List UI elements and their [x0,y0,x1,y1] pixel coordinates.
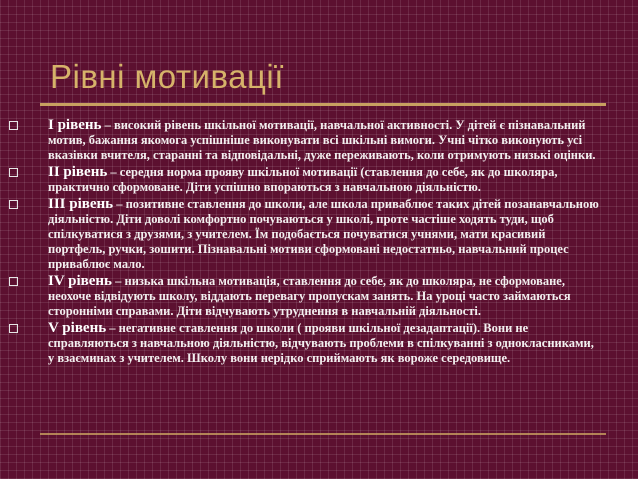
square-bullet-icon [9,200,18,209]
slide-content [0,118,638,368]
level-label: ІІ рівень [48,164,108,180]
slide-title: Рівні мотивації [50,58,284,95]
level-description: – низька шкільна мотивація, ставлення до себе, як до школяра, не сформоване, неохоче відвідують школу, віддають перевагу пропускам занять. На уроці часто займаються сторонніми справами. Діти відчувають утруднення в навчальній діяльності. [48,274,571,318]
list-item-level-2 [0,165,638,195]
square-bullet-icon [9,121,18,130]
title-underline [40,103,606,106]
square-bullet-icon [9,324,18,333]
level-label: V рівень [48,320,107,336]
list-item-level-5 [0,321,638,366]
level-description: – позитивне ставлення до школи, але школа приваблює таких дітей позанавчальною діяльністю. Діти доволі комфортно почуваються у школі, проте частіше ходять туди, щоб спілкуватися з друзями, з учителем. Їм подобається почуватися учнями, мати красивий портфель, ручки, зошити. Пізнавальні мотиви сформовані недостатньо, навчальний процес приваблює мало. [48,197,599,271]
square-bullet-icon [9,277,18,286]
bottom-divider [40,433,606,435]
list-item-level-3 [0,197,638,272]
level-description: – середня норма прояву шкільної мотивації (ставлення до себе, як до школяра, практично сформоване. Діти успішно впораються з навчальною діяльністю. [48,165,558,194]
level-label: ІІІ рівень [48,196,114,212]
list-item-level-4 [0,274,638,319]
level-label: ІV рівень [48,273,112,289]
level-description: – негативне ставлення до школи ( прояви шкільної дезадаптації). Вони не справляються з навчальною діяльністю, відчувають проблеми в спілкуванні з однокласниками, у взаєминах з учителем. Школу вони нерідко сприймають як вороже середовище. [48,321,594,365]
square-bullet-icon [9,168,18,177]
level-description: – високий рівень шкільної мотивації, навчальної активності. У дітей є пізнавальний мотив, бажання якомога успішніше виконувати всі шкільні вимоги. Учні чітко виконують усі вказівки вчителя, старанні та відповідальні, дуже переживають, коли отримують низькі оцінки. [48,118,596,162]
list-item-level-1 [0,118,638,163]
level-label: І рівень [48,117,102,133]
